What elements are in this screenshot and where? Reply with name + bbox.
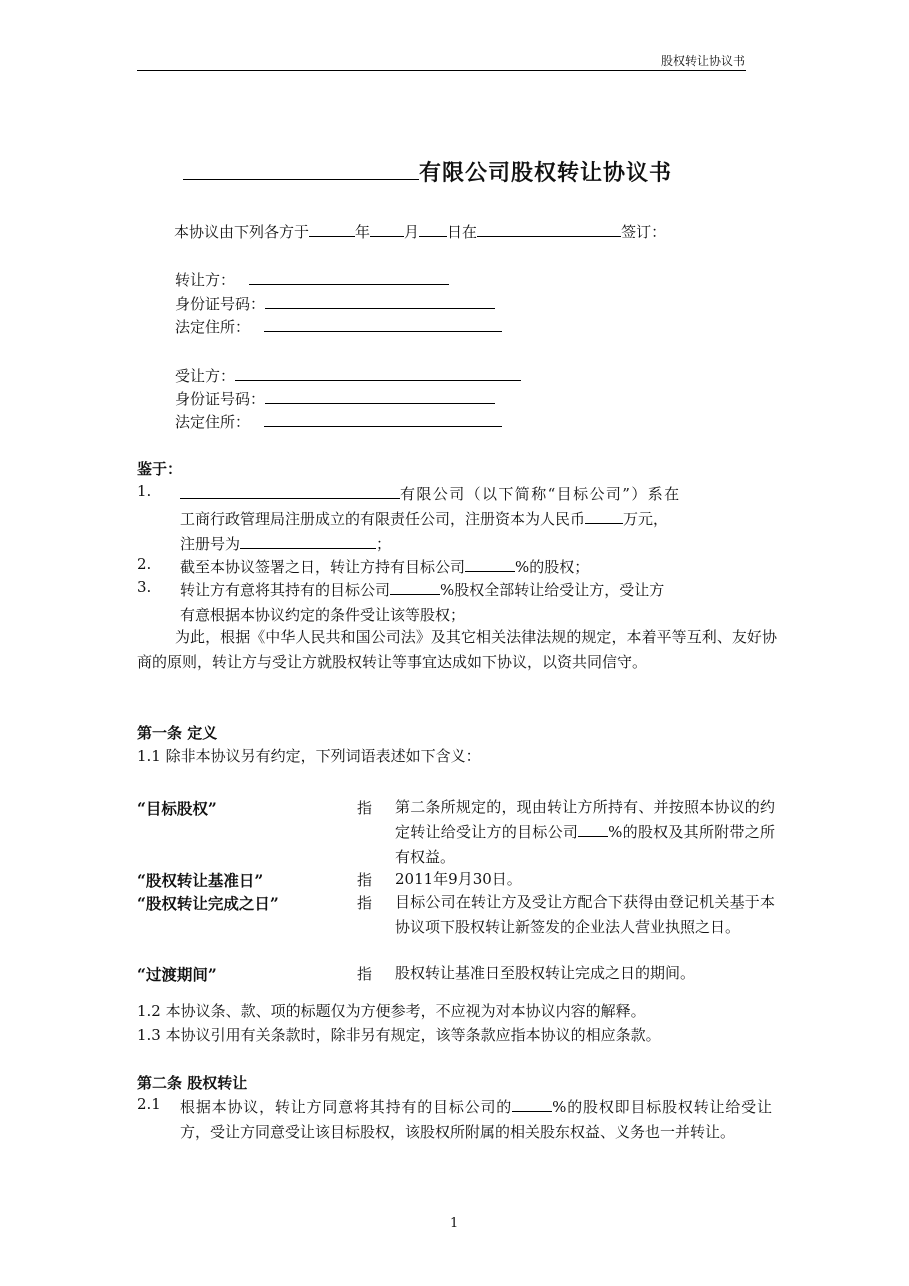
article-2-heading: 第二条 股权转让 <box>137 1074 248 1092</box>
recital-2-number: 2. <box>137 555 152 573</box>
transferee-id-line: 身份证号码： <box>175 387 495 409</box>
title-text: 有限公司股权转让协议书 <box>419 160 673 187</box>
definition-zhi: 指 <box>357 871 373 889</box>
recital-3-number: 3. <box>137 578 152 596</box>
definition-zhi: 指 <box>357 965 373 983</box>
definition-text: 第二条所规定的，现由转让方所持有、并按照本协议的约定转让给受让方的目标公司 %的股权及其所附带之所有权益。 <box>395 798 775 866</box>
definition-term: “过渡期间” <box>137 965 217 984</box>
recitals-closing: 为此，根据《中华人民共和国公司法》及其它相关法律法规的规定，本着平等互利、友好协商的原则，转让方与受让方就股权转让等事宜达成如下协议，以资共同信守。 <box>137 628 777 671</box>
definition-term: “股权转让完成之日” <box>137 894 279 913</box>
page-number: 1 <box>450 1216 459 1231</box>
header-rule <box>137 70 746 71</box>
transferor-address-line: 法定住所： <box>175 315 502 337</box>
transferor-id-line: 身份证号码： <box>175 292 495 314</box>
clause-1-2: 1.2 本协议条、款、项的标题仅为方便参考，不应视为对本协议内容的解释。 <box>137 1002 646 1020</box>
definition-term: “目标股权” <box>137 799 217 818</box>
clause-2-1-number: 2.1 <box>137 1095 161 1113</box>
recital-1-number: 1. <box>137 482 152 500</box>
recitals-heading: 鉴于： <box>137 460 183 478</box>
definition-text: 股权转让基准日至股权转让完成之日的期间。 <box>395 964 696 982</box>
definition-text: 目标公司在转让方及受让方配合下获得由登记机关基于本协议项下股权转让新签发的企业法人营业执照之日。 <box>395 893 775 936</box>
day-blank <box>419 220 447 237</box>
clause-1-1: 1.1 除非本协议另有约定，下列词语表述如下含义： <box>137 747 481 765</box>
recital-2-text: 截至本协议签署之日，转让方持有目标公司 %的股权； <box>180 555 772 580</box>
recital-1-text: 有限公司（以下简称“目标公司”）系在 工商行政管理局注册成立的有限责任公司，注册资本为人民币 万元， 注册号为 ； <box>180 482 772 557</box>
clause-1-3: 1.3 本协议引用有关条款时，除非另有规定，该等条款应指本协议的相应条款。 <box>137 1026 661 1044</box>
intro-line: 本协议由下列各方于 年 月 日在 签订： <box>174 220 666 242</box>
definition-zhi: 指 <box>357 894 373 912</box>
document-title <box>183 156 672 187</box>
article-1-heading: 第一条 定义 <box>137 724 218 742</box>
definition-zhi: 指 <box>357 799 373 817</box>
year-blank <box>309 220 355 237</box>
place-blank <box>477 220 621 237</box>
definition-text: 2011年9月30日。 <box>395 870 522 888</box>
transferee-line: 受让方： <box>175 364 521 386</box>
transferee-address-line: 法定住所： <box>175 410 502 432</box>
recital-3-text: 转让方有意将其持有的目标公司 %股权全部转让给受让方，受让方 有意根据本协议约定的条件受让该等股权； <box>180 578 772 628</box>
clause-2-1-text: 根据本协议，转让方同意将其持有的目标公司的 %的股权即目标股权转让给受让方，受让方同意受让该目标股权，该股权所附属的相关股东权益、义务也一并转让。 <box>180 1095 772 1145</box>
transferor-line: 转让方： <box>175 268 449 290</box>
company-name-blank <box>183 156 419 180</box>
definition-term: “股权转让基准日” <box>137 871 264 890</box>
month-blank <box>370 220 404 237</box>
running-header: 股权转让协议书 <box>660 54 745 68</box>
